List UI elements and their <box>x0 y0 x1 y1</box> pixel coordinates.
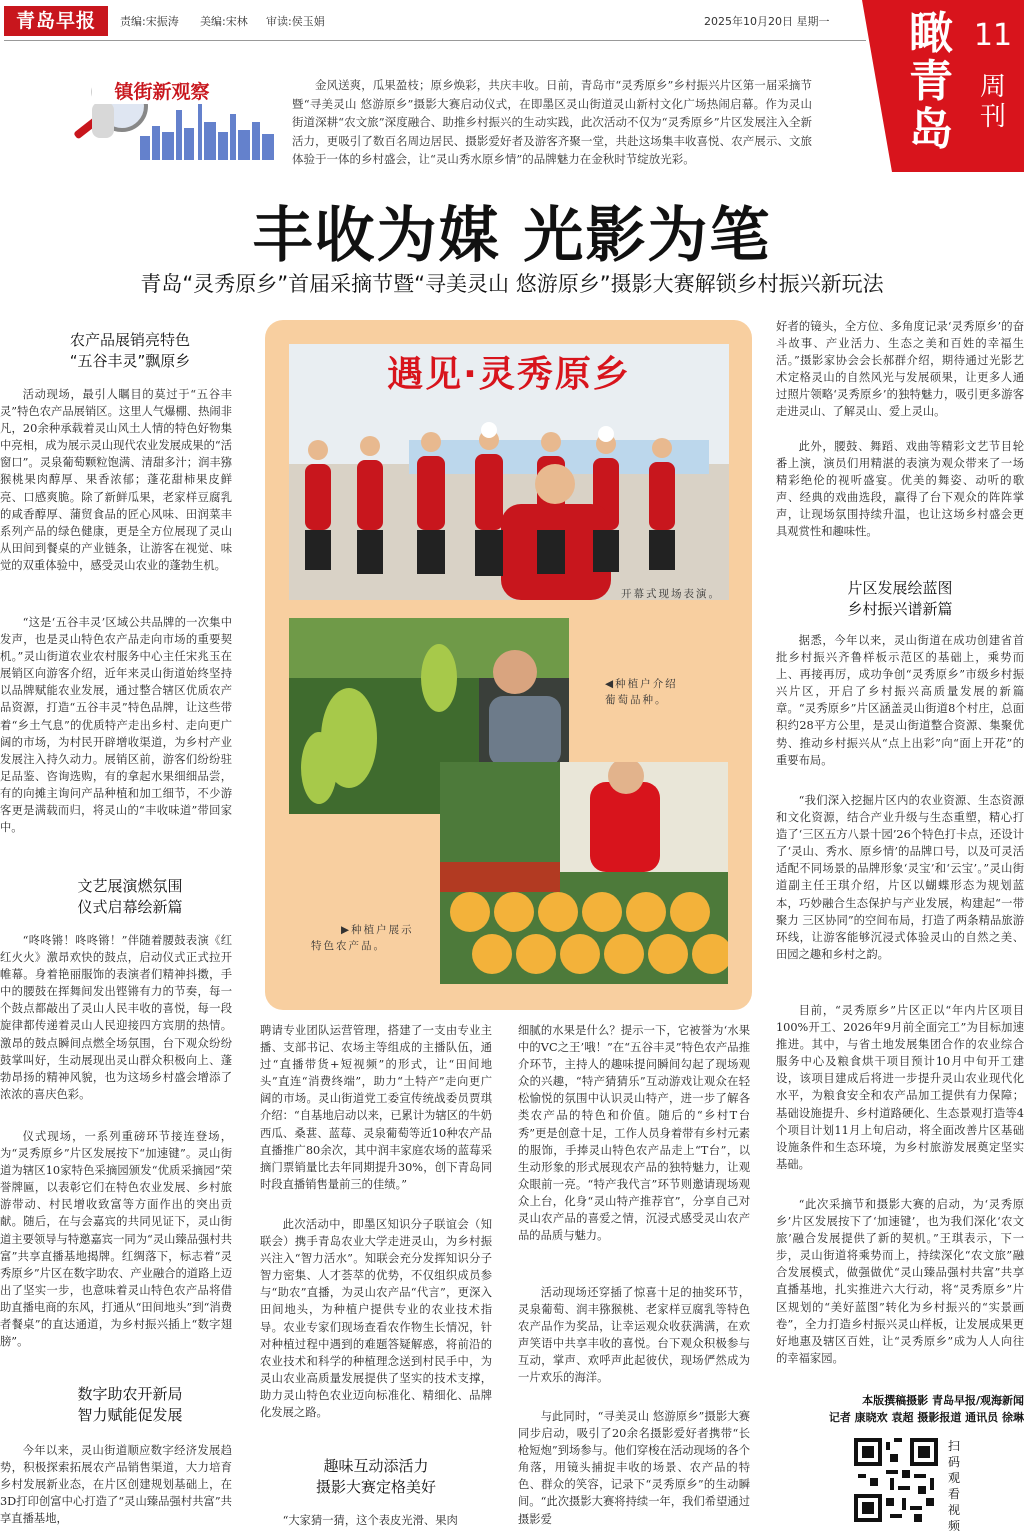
section-badge: 镇街新观察 <box>92 80 232 104</box>
designer-credit: 美编:宋林 <box>200 15 248 28</box>
col1-paragraph-4: 仪式现场，一系列重磅环节接连登场，为“灵秀原乡”片区发展按下“加速键”。灵山街道为辖区10家特色采摘园颁发“优质采摘园”荣誉牌匾，以表彰它们在特色农业发展、乡村旅游带动、村民增收致富等方面作出的突出贡献。随后，在与会嘉宾的共同见证下，灵山街道主要领导与特邀嘉宾一同为“灵山臻品强村共富”共享直播基地揭牌。红绸落下，标志着“灵秀原乡”片区在数字助农、产业融合的道路上迈出了坚实一步，也意味着灵山特色农产品将借助直播电商的东风，打通从“田间地头”到“消费者餐桌”的直达通道，为乡村振兴插上“数字翅膀”。 <box>0 1130 232 1349</box>
col3-paragraph-3: 与此同时，“寻美灵山 悠游原乡”摄影大赛同步启动，吸引了20余名摄影爱好者携带“长枪短炮”到场参与。他们穿梭在活动现场的各个角落，用镜头捕捉丰收的场景、农产品的特色、群众的笑容，记录下“灵秀原乡”的生动瞬间。“此次摄影大赛将持续一年，我们希望通过摄影爱 <box>518 1410 750 1526</box>
col4-paragraph-5: 目前，“灵秀原乡”片区正以“年内片区项目100%开工、2026年9月前全面完工”为目标加速推进。其中，与省土地发展集团合作的农业综合服务中心及粮食烘干项目预计10月中旬开工建设，该项目建成后将进一步提升灵山农业现代化水平，为粮食安全和农产品加工提供有力保障；基础设施提升、乡村道路硬化、生态景观打造等4个项目计划11月上旬启动，将全面改善片区基础设施条件和生态环境，为乡村旅游发展奠定坚实基础。 <box>776 1004 1024 1171</box>
col3-paragraph-2: 活动现场还穿插了惊喜十足的抽奖环节，灵泉葡萄、润丰猕猴桃、老家样豆腐乳等特色农产品作为奖品，让幸运观众收获满满，在欢声笑语中共享丰收的喜悦。台下观众积极参与互动，掌声、欢呼声此起彼伏，现场俨然成为一片欢乐的海洋。 <box>518 1286 750 1385</box>
col1-heading-1-line-b: “五谷丰灵”飘原乡 <box>69 352 191 370</box>
col3-paragraph-1: 细腻的水果是什么？提示一下，它被誉为‘水果中的VC之王’哦！”在“五谷丰灵”特色农产品推介环节，主持人的趣味提问瞬间勾起了现场观众的兴趣，“特产猜猜乐”互动游戏让观众在轻松愉悦的氛围中认识灵山特产，进一步了解各类农产品的特色和价值。随后的“乡村T台秀”更是创意十足，工作人员身着带有乡村元素的服饰，手捧灵山特色农产品走上“T台”，以生动形象的形式展现农产品的独特魅力，让观众眼前一亮。“特产我代言”环节则邀请现场观众上台，化身“灵山特产推荐官”，分享自己对灵山农产品的喜爱之情，沉浸式感受灵山农产品的品质与魅力。 <box>518 1024 750 1243</box>
banner-text: 遇见·灵秀原乡 <box>387 354 631 395</box>
col1-paragraph-5: 今年以来，灵山街道顺应数字经济发展趋势，积极探索拓展农产品销售渠道，大力培育乡村发展新业态，在片区创建规划基础上，在3D打印创富中心打造了“灵山臻品强村共富”共享直播基地， <box>0 1444 232 1526</box>
col2-heading-1-line-b: 摄影大赛定格美好 <box>315 1478 436 1496</box>
col2-paragraph-2: 此次活动中，即墨区知识分子联谊会（知联会）携手青岛农业大学走进灵山，为乡村振兴注入“智力活水”。知联会充分发挥知识分子智力密集、人才荟萃的优势，不仅组织成员参与“助农”直播，为灵山农产品“代言”，更深入田间地头，为种植户提供专业的农业技术指导。农业专家们现场查看农作物生长情况，针对种植过程中遇到的难题答疑解惑，将前沿的农业技术和科学的种植理念送到村民手中，为灵山农业高质量发展提供了坚实的技术支撑，助力灵山特色农业迈向标准化、精细化、品牌化发展之路。 <box>260 1218 492 1420</box>
col2-paragraph-1: 聘请专业团队运营管理，搭建了一支由专业主播、支部书记、农场主等组成的主播队伍，通过“直播带货+短视频”的形式，让“田间地头”直连“消费终端”，助力“土特产”走向更广阔的市场。灵山街道党工委宣传统战委员贾琪介绍：“自基地启动以来，已累计为辖区的牛奶西瓜、桑葚、蓝莓、灵泉葡萄等近10种农产品直播推广80余次，其中润丰家庭农场的蓝莓采摘门票销量比去年同期提升30%，创下青岛同时段直播销售量前三的佳绩。” <box>260 1024 492 1191</box>
photo-produce-display[interactable] <box>440 762 728 984</box>
photo-2-caption-a: ◀种植户介绍 <box>605 678 678 690</box>
col2-heading-1-line-a: 趣味互动添活力 <box>323 1457 429 1475</box>
qr-code[interactable] <box>854 1438 938 1522</box>
col1-heading-1-line-a: 农产品展销亮特色 <box>69 331 190 349</box>
header-rule <box>4 40 866 41</box>
col1-heading-1 <box>14 330 246 372</box>
photo-3-caption-b: 特色农产品。 <box>311 940 386 952</box>
col4-paragraph-2: 此外，腰鼓、舞蹈、戏曲等精彩文艺节目轮番上演，演员们用精湛的表演为观众带来了一场精彩绝伦的视听盛宴。优美的舞姿、动听的歌声、经典的戏曲选段，赢得了台下观众的阵阵掌声，让现场氛围持续升温，也让这场乡村盛会更具观赏性和趣味性。 <box>776 440 1024 539</box>
col1-heading-2-line-a: 文艺展演燃氛围 <box>77 877 183 895</box>
col2-paragraph-3: “大家猜一猜，这个表皮光滑、果肉 <box>282 1514 458 1527</box>
col4-paragraph-6: “此次采摘节和摄影大赛的启动，为‘灵秀原乡’片区发展按下了‘加速键’，也为我们深化‘农文旅’融合发展提供了新的契机。”王琪表示，下一步，灵山街道将乘势而上，持续深化“农文旅”融合发展模式，做强做优“灵山臻品强村共富”共享直播基地，扎实推进六大行动，将“灵秀原乡”片区规划的“美好蓝图”转化为乡村振兴的“实景画卷”，全力打造乡村振兴灵山样板，让发展成果更好地惠及辖区百姓，让“灵秀原乡”成为人人向往的幸福家园。 <box>776 1198 1024 1365</box>
col1-heading-3-line-a: 数字助农开新局 <box>77 1385 183 1403</box>
intro-paragraph: 金风送爽，瓜果盈枝；原乡焕彩，共庆丰收。日前，青岛市“灵秀原乡”乡村振兴片区第一届采摘节暨“寻美灵山 悠游原乡”摄影大赛启动仪式，在即墨区灵山街道灵山新村文化广场热闹启幕。作为灵山街道深耕“农文旅”深度融合、助推乡村振兴的生动实践，此次活动不仅为“灵秀原乡”片区发展注入全新活力，更吸引了数百名周边居民、摄影爱好者及游客齐聚一堂，共赴这场集丰收喜悦、农产展示、文旅体验于一体的乡村盛会，让“灵山秀水原乡情”的品牌魅力在金秋时节绽放光彩。 <box>292 78 812 166</box>
main-headline: 丰收为媒 光影为笔 <box>252 201 772 271</box>
col4-heading-1-line-a: 片区发展绘蓝图 <box>847 579 953 597</box>
byline <box>776 1392 1024 1426</box>
issue-date: 2025年10月20日 星期一 <box>704 15 830 28</box>
editor-credit: 责编:宋振涛 <box>120 15 179 28</box>
col1-paragraph-2: “这是‘五谷丰灵’区域公共品牌的一次集中发声，也是灵山特色农产品走向市场的重要契机。”灵山街道农业农村服务中心主任宋兆玉在展销区向游客介绍，近年来灵山街道始终坚持以品牌赋能农业发展，通过整合辖区优质农产品资源，打造“五谷丰灵”特色品牌，让这些带着“乡土气息”的优质特产走出乡村、走向更广阔的市场，为村民开辟增收渠道，为乡村产业发展注入持久动力。展销区前，游客们纷纷驻足品鉴、咨询选购，有的拿起水果细细品尝，有的向摊主询问产品种植和加工细节，不少游客更是满载而归，将灵山的“丰收味道”带回家中。 <box>0 616 232 835</box>
col1-heading-3-line-b: 智力赋能促发展 <box>77 1406 183 1424</box>
section-subtitle: 周刊 <box>979 72 1006 132</box>
corner-notch <box>862 0 892 172</box>
col1-heading-2 <box>14 876 246 918</box>
proofreader-credit: 审读:侯玉娟 <box>266 15 325 28</box>
byline-line-1: 本版撰稿摄影 青岛早报/观海新闻 <box>862 1394 1024 1407</box>
col4-paragraph-4: “我们深入挖掘片区内的农业资源、生态资源和文化资源，结合产业升级与生态重塑，精心打造了‘三区五方八景十园’26个特色打卡点，还设计了‘灵山、秀水、原乡情’的品牌口号，以及可灵活适配不同场景的品牌形象‘灵宝’和‘云宝’。”灵山街道副主任王琪介绍，片区以蝴蝶形态为规划蓝本，巧妙融合生态保护与产业发展，构建起“一带聚力 三区协同”的空间布局，打造了两条精品旅游环线，让游客能够沉浸式体验灵山的自然之美、田园之趣和乡村之韵。 <box>776 794 1024 961</box>
col4-paragraph-1: 好者的镜头，全方位、多角度记录‘灵秀原乡’的奋斗故事、产业活力、生态之美和百姓的幸福生活。”摄影家协会会长郝群介绍，期待通过光影艺术定格灵山的自然风光与发展硕果，让更多人通过照片领略‘灵秀原乡’的独特魅力，吸引更多游客走进灵山、了解灵山、爱上灵山。 <box>776 320 1024 419</box>
section-title: 瞰青岛 <box>909 8 953 155</box>
byline-line-2: 记者 康晓欢 袁超 摄影报道 通讯员 徐琳 <box>828 1411 1024 1424</box>
col1-paragraph-3: “咚咚锵！咚咚锵！”伴随着腰鼓表演《红红火火》激昂欢快的鼓点，启动仪式正式拉开帷幕。身着艳丽服饰的表演者们精神抖擞，手中的腰鼓在挥舞间发出铿锵有力的节奏，每一个鼓点都敲出了灵山人民丰收的喜悦，每一段旋律都传递着灵山人民迎接四方宾朋的热情。激昂的鼓点瞬间点燃全场氛围，台下观众纷纷鼓掌叫好，生动展现出灵山群众积极向上、蓬勃昂扬的精神风貌，也为这场乡村盛会增添了浓浓的喜庆色彩。 <box>0 934 232 1101</box>
col1-paragraph-1: 活动现场，最引人瞩目的莫过于“五谷丰灵”特色农产品展销区。这里人气爆棚、热闹非凡，20余种承载着灵山风土人情的特色好物集中亮相，成为展示灵山现代农业发展成果的“活窗口”。灵泉葡萄颗粒饱满、清甜多汁；润丰猕猴桃果肉醇厚、果香浓郁；蓬花甜柿果皮鲜亮、口感爽脆。除了新鲜瓜果，老家样豆腐乳的咸香醇厚、蒲贸食品的匠心风味、田润菜丰系列产品的绿色健康，更是全方位展现了灵山从田间到餐桌的产业链条，让游客在视觉、味觉的双重体验中，感受灵山农业的蓬勃生机。 <box>0 388 232 572</box>
photo-2-caption-b: 葡萄品种。 <box>605 694 668 706</box>
col1-heading-3 <box>14 1384 246 1426</box>
page-number: 11 <box>973 18 1013 53</box>
col4-heading-1 <box>776 578 1024 620</box>
sub-headline: 青岛“灵秀原乡”首届采摘节暨“寻美灵山 悠游原乡”摄影大赛解锁乡村振兴新玩法 <box>140 272 884 296</box>
newspaper-logo[interactable]: 青岛早报 <box>4 6 108 36</box>
col4-heading-1-line-b: 乡村振兴谱新篇 <box>847 600 953 618</box>
col4-paragraph-3: 据悉，今年以来，灵山街道在成功创建省首批乡村振兴齐鲁样板示范区的基础上，乘势而上、再接再厉，成功争创“灵秀原乡”市级乡村振兴片区，开启了乡村振兴高质量发展的新篇章。“灵秀原乡”片区涵盖灵山街道8个村庄，总面积约28平方公里，是灵山街道整合资源、集聚优势、推动乡村振兴从“点上出彩”向“面上开花”的重要布局。 <box>776 634 1024 767</box>
photo-3-caption-a: ▶种植户展示 <box>341 924 414 936</box>
qr-instruction: 扫码观看视频 <box>948 1439 961 1531</box>
photo-panel <box>265 320 752 1010</box>
col1-heading-2-line-b: 仪式启幕绘新篇 <box>77 898 183 916</box>
col2-heading-1 <box>260 1456 492 1498</box>
photo-1-caption: 开幕式现场表演。 <box>621 588 721 600</box>
